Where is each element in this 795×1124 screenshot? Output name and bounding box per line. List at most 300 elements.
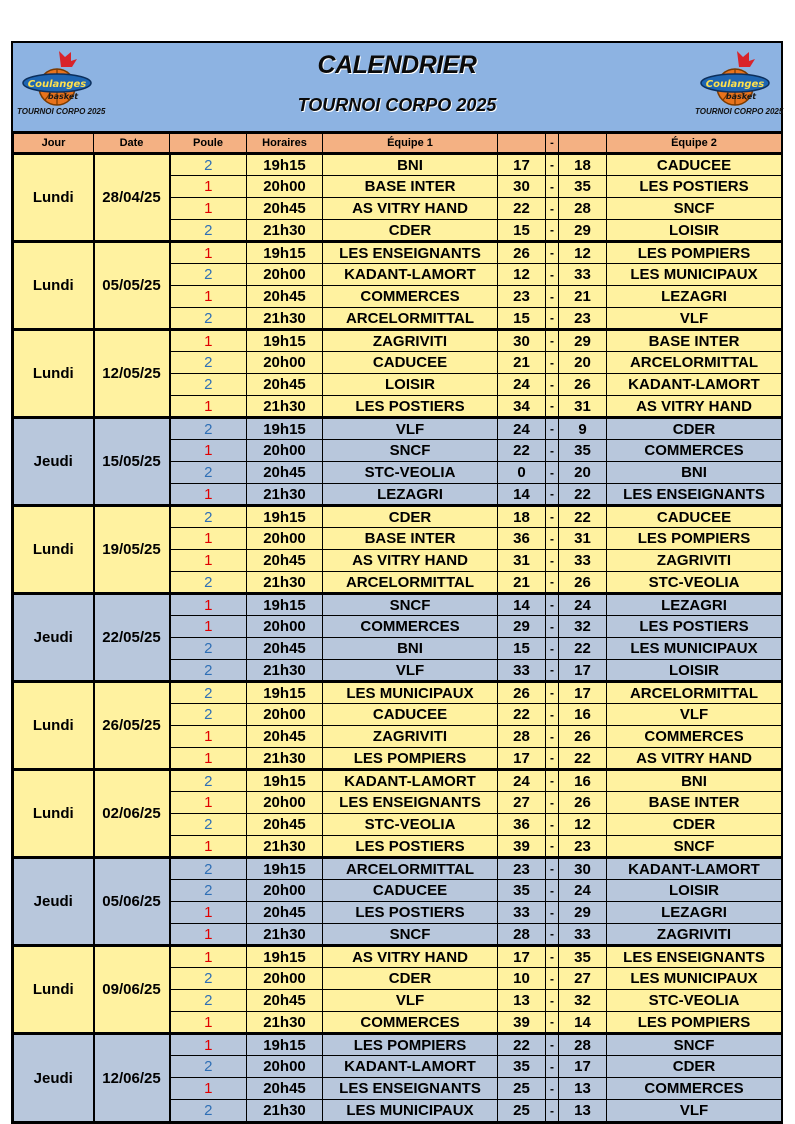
- score2-cell: 29: [559, 220, 607, 242]
- day-cell: Lundi: [14, 242, 94, 330]
- score1-cell: 22: [498, 198, 546, 220]
- col-equipe2: Équipe 2: [607, 134, 782, 154]
- score-separator: -: [546, 220, 559, 242]
- score2-cell: 20: [559, 352, 607, 374]
- poule-cell: 1: [170, 198, 247, 220]
- date-cell: 12/05/25: [94, 330, 170, 418]
- score2-cell: 17: [559, 1056, 607, 1078]
- time-cell: 19h15: [247, 946, 323, 968]
- col-score2: [559, 134, 607, 154]
- time-cell: 21h30: [247, 1100, 323, 1122]
- match-row: [14, 506, 782, 528]
- poule-cell: 1: [170, 396, 247, 418]
- col-score1: [498, 134, 546, 154]
- page-subtitle: TOURNOI CORPO 2025: [297, 95, 497, 115]
- day-cell: Lundi: [14, 330, 94, 418]
- team2-cell: LES POMPIERS: [607, 1012, 782, 1034]
- poule-cell: 1: [170, 616, 247, 638]
- score-separator: -: [546, 990, 559, 1012]
- poule-cell: 2: [170, 462, 247, 484]
- team2-cell: CDER: [607, 814, 782, 836]
- score2-cell: 26: [559, 792, 607, 814]
- time-cell: 19h15: [247, 682, 323, 704]
- team1-cell: BASE INTER: [323, 528, 498, 550]
- score-separator: -: [546, 308, 559, 330]
- poule-cell: 1: [170, 176, 247, 198]
- day-cell: Lundi: [14, 946, 94, 1034]
- score2-cell: 22: [559, 638, 607, 660]
- time-cell: 21h30: [247, 484, 323, 506]
- score-separator: -: [546, 374, 559, 396]
- time-cell: 21h30: [247, 396, 323, 418]
- svg-text:basket: basket: [725, 92, 757, 101]
- score1-cell: 33: [498, 902, 546, 924]
- score2-cell: 24: [559, 594, 607, 616]
- score-separator: -: [546, 242, 559, 264]
- time-cell: 19h15: [247, 1034, 323, 1056]
- poule-cell: 2: [170, 154, 247, 176]
- team2-cell: CADUCEE: [607, 506, 782, 528]
- team2-cell: VLF: [607, 704, 782, 726]
- time-cell: 21h30: [247, 748, 323, 770]
- score2-cell: 28: [559, 1034, 607, 1056]
- score-separator: -: [546, 264, 559, 286]
- score1-cell: 13: [498, 990, 546, 1012]
- team1-cell: AS VITRY HAND: [323, 198, 498, 220]
- score-separator: -: [546, 462, 559, 484]
- match-row: [14, 770, 782, 792]
- time-cell: 20h00: [247, 352, 323, 374]
- score1-cell: 24: [498, 374, 546, 396]
- date-cell: 12/06/25: [94, 1034, 170, 1122]
- time-cell: 21h30: [247, 220, 323, 242]
- time-cell: 21h30: [247, 660, 323, 682]
- score1-cell: 27: [498, 792, 546, 814]
- score-separator: -: [546, 660, 559, 682]
- team2-cell: KADANT-LAMORT: [607, 374, 782, 396]
- score2-cell: 22: [559, 506, 607, 528]
- score1-cell: 24: [498, 418, 546, 440]
- team1-cell: LES MUNICIPAUX: [323, 1100, 498, 1122]
- poule-cell: 2: [170, 704, 247, 726]
- col-poule: Poule: [170, 134, 247, 154]
- score-separator: -: [546, 1100, 559, 1122]
- poule-cell: 1: [170, 1034, 247, 1056]
- logo-caption: TOURNOI CORPO 2025: [17, 107, 106, 116]
- score-separator: -: [546, 154, 559, 176]
- score2-cell: 13: [559, 1100, 607, 1122]
- score2-cell: 14: [559, 1012, 607, 1034]
- time-cell: 20h00: [247, 704, 323, 726]
- time-cell: 19h15: [247, 154, 323, 176]
- team2-cell: AS VITRY HAND: [607, 396, 782, 418]
- score-separator: -: [546, 176, 559, 198]
- score-separator: -: [546, 286, 559, 308]
- team2-cell: CDER: [607, 1056, 782, 1078]
- score-separator: -: [546, 572, 559, 594]
- score2-cell: 24: [559, 880, 607, 902]
- team2-cell: BNI: [607, 770, 782, 792]
- time-cell: 21h30: [247, 308, 323, 330]
- score1-cell: 36: [498, 814, 546, 836]
- score-separator: -: [546, 682, 559, 704]
- team2-cell: KADANT-LAMORT: [607, 858, 782, 880]
- team2-cell: LOISIR: [607, 660, 782, 682]
- score1-cell: 26: [498, 682, 546, 704]
- time-cell: 19h15: [247, 330, 323, 352]
- score2-cell: 12: [559, 814, 607, 836]
- score-separator: -: [546, 946, 559, 968]
- col-sep: -: [546, 134, 559, 154]
- time-cell: 20h45: [247, 990, 323, 1012]
- team2-cell: LES MUNICIPAUX: [607, 968, 782, 990]
- team2-cell: VLF: [607, 1100, 782, 1122]
- score-separator: -: [546, 1034, 559, 1056]
- poule-cell: 1: [170, 836, 247, 858]
- team2-cell: COMMERCES: [607, 1078, 782, 1100]
- team2-cell: VLF: [607, 308, 782, 330]
- score1-cell: 25: [498, 1078, 546, 1100]
- time-cell: 19h15: [247, 418, 323, 440]
- time-cell: 20h00: [247, 616, 323, 638]
- score2-cell: 12: [559, 242, 607, 264]
- poule-cell: 1: [170, 484, 247, 506]
- score2-cell: 35: [559, 946, 607, 968]
- score1-cell: 23: [498, 286, 546, 308]
- score-separator: -: [546, 396, 559, 418]
- score-separator: -: [546, 330, 559, 352]
- score-separator: -: [546, 836, 559, 858]
- score1-cell: 21: [498, 572, 546, 594]
- poule-cell: 1: [170, 792, 247, 814]
- score-separator: -: [546, 440, 559, 462]
- team2-cell: LES POMPIERS: [607, 528, 782, 550]
- score2-cell: 17: [559, 682, 607, 704]
- team1-cell: KADANT-LAMORT: [323, 770, 498, 792]
- team2-cell: LOISIR: [607, 220, 782, 242]
- team1-cell: ARCELORMITTAL: [323, 308, 498, 330]
- team2-cell: BASE INTER: [607, 792, 782, 814]
- poule-cell: 1: [170, 946, 247, 968]
- team1-cell: VLF: [323, 990, 498, 1012]
- score-separator: -: [546, 1012, 559, 1034]
- score2-cell: 35: [559, 176, 607, 198]
- banner: [13, 43, 784, 133]
- poule-cell: 2: [170, 374, 247, 396]
- score1-cell: 28: [498, 924, 546, 946]
- team2-cell: ZAGRIVITI: [607, 924, 782, 946]
- team1-cell: SNCF: [323, 594, 498, 616]
- time-cell: 20h45: [247, 550, 323, 572]
- time-cell: 21h30: [247, 1012, 323, 1034]
- score2-cell: 13: [559, 1078, 607, 1100]
- team2-cell: ARCELORMITTAL: [607, 682, 782, 704]
- score1-cell: 25: [498, 1100, 546, 1122]
- team2-cell: SNCF: [607, 1034, 782, 1056]
- time-cell: 19h15: [247, 858, 323, 880]
- score1-cell: 36: [498, 528, 546, 550]
- score2-cell: 33: [559, 924, 607, 946]
- time-cell: 19h15: [247, 242, 323, 264]
- day-cell: Lundi: [14, 770, 94, 858]
- score2-cell: 18: [559, 154, 607, 176]
- team1-cell: COMMERCES: [323, 1012, 498, 1034]
- poule-cell: 2: [170, 880, 247, 902]
- match-row: [14, 242, 782, 264]
- team1-cell: ZAGRIVITI: [323, 726, 498, 748]
- team1-cell: ARCELORMITTAL: [323, 572, 498, 594]
- team1-cell: BASE INTER: [323, 176, 498, 198]
- score-separator: -: [546, 880, 559, 902]
- score-separator: -: [546, 814, 559, 836]
- score2-cell: 16: [559, 704, 607, 726]
- score2-cell: 31: [559, 396, 607, 418]
- team2-cell: AS VITRY HAND: [607, 748, 782, 770]
- day-cell: Lundi: [14, 154, 94, 242]
- team1-cell: LOISIR: [323, 374, 498, 396]
- team1-cell: STC-VEOLIA: [323, 814, 498, 836]
- score2-cell: 20: [559, 462, 607, 484]
- poule-cell: 1: [170, 1012, 247, 1034]
- score-separator: -: [546, 1078, 559, 1100]
- score-separator: -: [546, 198, 559, 220]
- score-separator: -: [546, 858, 559, 880]
- time-cell: 20h45: [247, 638, 323, 660]
- poule-cell: 2: [170, 814, 247, 836]
- col-jour: Jour: [14, 134, 94, 154]
- time-cell: 20h45: [247, 814, 323, 836]
- score2-cell: 23: [559, 836, 607, 858]
- poule-cell: 2: [170, 638, 247, 660]
- score1-cell: 39: [498, 1012, 546, 1034]
- score-separator: -: [546, 792, 559, 814]
- score1-cell: 17: [498, 154, 546, 176]
- team1-cell: LES MUNICIPAUX: [323, 682, 498, 704]
- time-cell: 20h00: [247, 880, 323, 902]
- score-separator: -: [546, 418, 559, 440]
- time-cell: 21h30: [247, 924, 323, 946]
- time-cell: 19h15: [247, 506, 323, 528]
- score2-cell: 35: [559, 440, 607, 462]
- team2-cell: LES MUNICIPAUX: [607, 264, 782, 286]
- date-cell: 15/05/25: [94, 418, 170, 506]
- score-separator: -: [546, 484, 559, 506]
- team1-cell: LES ENSEIGNANTS: [323, 242, 498, 264]
- day-cell: Jeudi: [14, 1034, 94, 1122]
- date-cell: 28/04/25: [94, 154, 170, 242]
- team2-cell: SNCF: [607, 836, 782, 858]
- team1-cell: AS VITRY HAND: [323, 550, 498, 572]
- score2-cell: 22: [559, 484, 607, 506]
- score2-cell: 26: [559, 572, 607, 594]
- team1-cell: SNCF: [323, 440, 498, 462]
- team1-cell: LES ENSEIGNANTS: [323, 1078, 498, 1100]
- score2-cell: 30: [559, 858, 607, 880]
- team1-cell: COMMERCES: [323, 286, 498, 308]
- poule-cell: 2: [170, 264, 247, 286]
- score2-cell: 26: [559, 374, 607, 396]
- score-separator: -: [546, 902, 559, 924]
- team2-cell: COMMERCES: [607, 726, 782, 748]
- poule-cell: 2: [170, 1056, 247, 1078]
- team1-cell: ARCELORMITTAL: [323, 858, 498, 880]
- team2-cell: ZAGRIVITI: [607, 550, 782, 572]
- time-cell: 20h00: [247, 264, 323, 286]
- date-cell: 09/06/25: [94, 946, 170, 1034]
- team2-cell: BASE INTER: [607, 330, 782, 352]
- team1-cell: LES POMPIERS: [323, 748, 498, 770]
- poule-cell: 2: [170, 506, 247, 528]
- day-cell: Lundi: [14, 506, 94, 594]
- team2-cell: LES POSTIERS: [607, 616, 782, 638]
- time-cell: 20h00: [247, 792, 323, 814]
- team1-cell: COMMERCES: [323, 616, 498, 638]
- score2-cell: 9: [559, 418, 607, 440]
- time-cell: 20h00: [247, 440, 323, 462]
- poule-cell: 1: [170, 748, 247, 770]
- score1-cell: 26: [498, 242, 546, 264]
- time-cell: 20h45: [247, 902, 323, 924]
- team2-cell: LES POMPIERS: [607, 242, 782, 264]
- score1-cell: 17: [498, 748, 546, 770]
- team2-cell: STC-VEOLIA: [607, 572, 782, 594]
- poule-cell: 1: [170, 286, 247, 308]
- match-row: [14, 594, 782, 616]
- score2-cell: 32: [559, 616, 607, 638]
- score2-cell: 31: [559, 528, 607, 550]
- day-cell: Lundi: [14, 682, 94, 770]
- team2-cell: LES ENSEIGNANTS: [607, 946, 782, 968]
- score2-cell: 29: [559, 330, 607, 352]
- time-cell: 20h45: [247, 462, 323, 484]
- match-row: [14, 154, 782, 176]
- team1-cell: KADANT-LAMORT: [323, 264, 498, 286]
- score1-cell: 0: [498, 462, 546, 484]
- poule-cell: 2: [170, 220, 247, 242]
- team1-cell: CADUCEE: [323, 704, 498, 726]
- date-cell: 05/06/25: [94, 858, 170, 946]
- score1-cell: 23: [498, 858, 546, 880]
- score-separator: -: [546, 726, 559, 748]
- score-separator: -: [546, 968, 559, 990]
- column-header-row: [14, 134, 782, 154]
- club-logo-right: [695, 47, 784, 119]
- score1-cell: 31: [498, 550, 546, 572]
- score1-cell: 39: [498, 836, 546, 858]
- score1-cell: 22: [498, 1034, 546, 1056]
- poule-cell: 1: [170, 902, 247, 924]
- poule-cell: 1: [170, 594, 247, 616]
- score1-cell: 35: [498, 880, 546, 902]
- time-cell: 20h00: [247, 968, 323, 990]
- team1-cell: VLF: [323, 660, 498, 682]
- team2-cell: SNCF: [607, 198, 782, 220]
- svg-text:Coulanges: Coulanges: [705, 79, 765, 90]
- team1-cell: LES POSTIERS: [323, 836, 498, 858]
- time-cell: 20h45: [247, 726, 323, 748]
- score1-cell: 18: [498, 506, 546, 528]
- score2-cell: 23: [559, 308, 607, 330]
- page-title: CALENDRIER: [317, 51, 477, 79]
- score-separator: -: [546, 594, 559, 616]
- score1-cell: 14: [498, 594, 546, 616]
- score-separator: -: [546, 616, 559, 638]
- score-separator: -: [546, 352, 559, 374]
- day-cell: Jeudi: [14, 858, 94, 946]
- poule-cell: 2: [170, 1100, 247, 1122]
- score1-cell: 29: [498, 616, 546, 638]
- schedule-table: [13, 133, 782, 1122]
- team2-cell: LOISIR: [607, 880, 782, 902]
- score2-cell: 22: [559, 748, 607, 770]
- score1-cell: 17: [498, 946, 546, 968]
- team2-cell: LES POSTIERS: [607, 176, 782, 198]
- match-row: [14, 946, 782, 968]
- poule-cell: 2: [170, 858, 247, 880]
- team2-cell: LES ENSEIGNANTS: [607, 484, 782, 506]
- schedule-sheet: [11, 41, 783, 1124]
- day-cell: Jeudi: [14, 418, 94, 506]
- score1-cell: 15: [498, 308, 546, 330]
- score2-cell: 17: [559, 660, 607, 682]
- time-cell: 20h00: [247, 1056, 323, 1078]
- score1-cell: 30: [498, 330, 546, 352]
- time-cell: 21h30: [247, 572, 323, 594]
- poule-cell: 1: [170, 242, 247, 264]
- score1-cell: 24: [498, 770, 546, 792]
- score2-cell: 33: [559, 550, 607, 572]
- score-separator: -: [546, 528, 559, 550]
- poule-cell: 2: [170, 572, 247, 594]
- team1-cell: BNI: [323, 154, 498, 176]
- team1-cell: LEZAGRI: [323, 484, 498, 506]
- time-cell: 20h45: [247, 286, 323, 308]
- logo-caption: TOURNOI CORPO 2025: [695, 107, 784, 116]
- time-cell: 20h45: [247, 198, 323, 220]
- team1-cell: LES ENSEIGNANTS: [323, 792, 498, 814]
- score-separator: -: [546, 704, 559, 726]
- score1-cell: 22: [498, 704, 546, 726]
- score1-cell: 34: [498, 396, 546, 418]
- team2-cell: CADUCEE: [607, 154, 782, 176]
- date-cell: 02/06/25: [94, 770, 170, 858]
- match-row: [14, 418, 782, 440]
- poule-cell: 1: [170, 924, 247, 946]
- team1-cell: LES POMPIERS: [323, 1034, 498, 1056]
- score2-cell: 28: [559, 198, 607, 220]
- col-horaires: Horaires: [247, 134, 323, 154]
- team1-cell: AS VITRY HAND: [323, 946, 498, 968]
- col-equipe1: Équipe 1: [323, 134, 498, 154]
- poule-cell: 1: [170, 440, 247, 462]
- team2-cell: STC-VEOLIA: [607, 990, 782, 1012]
- poule-cell: 1: [170, 1078, 247, 1100]
- poule-cell: 2: [170, 418, 247, 440]
- score-separator: -: [546, 770, 559, 792]
- score2-cell: 29: [559, 902, 607, 924]
- team2-cell: CDER: [607, 418, 782, 440]
- score-separator: -: [546, 748, 559, 770]
- score1-cell: 21: [498, 352, 546, 374]
- match-row: [14, 330, 782, 352]
- score2-cell: 32: [559, 990, 607, 1012]
- score1-cell: 30: [498, 176, 546, 198]
- svg-text:Coulanges: Coulanges: [27, 79, 87, 90]
- team2-cell: LES MUNICIPAUX: [607, 638, 782, 660]
- team2-cell: COMMERCES: [607, 440, 782, 462]
- poule-cell: 2: [170, 352, 247, 374]
- team2-cell: LEZAGRI: [607, 594, 782, 616]
